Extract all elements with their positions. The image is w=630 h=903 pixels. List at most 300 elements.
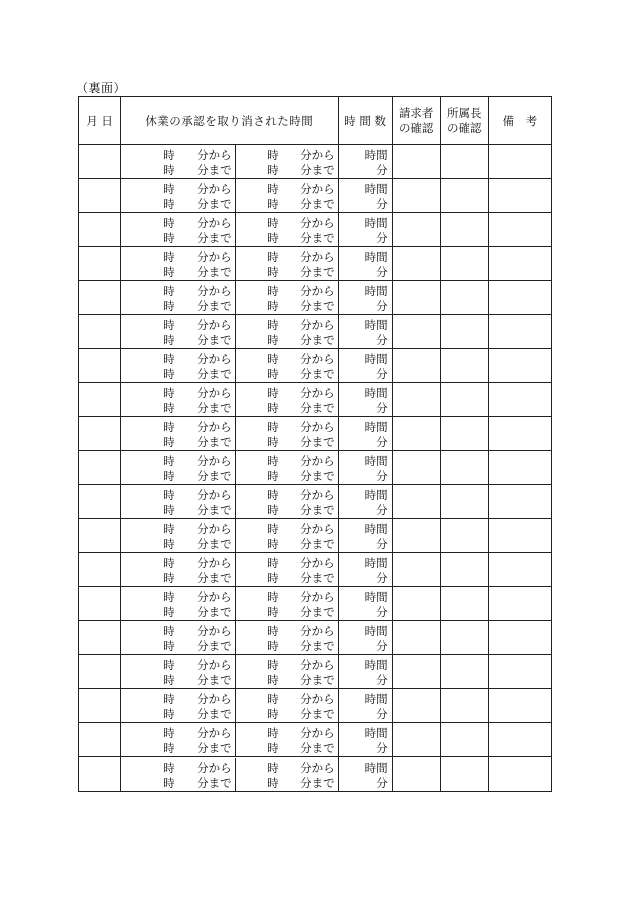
date-cell[interactable] — [79, 247, 121, 281]
hours-unit-label: 時間 — [364, 658, 388, 672]
minutes-unit-label: 分 — [376, 639, 388, 653]
requester-confirm-cell[interactable] — [392, 519, 440, 553]
minutes-unit-label: 分 — [376, 435, 388, 449]
to-minute-until-label: 分まで — [197, 469, 232, 483]
to-minute-until-label-2: 分まで — [300, 265, 335, 279]
from-hour-label: 時 — [163, 386, 175, 400]
chief-confirm-cell[interactable] — [440, 247, 488, 281]
time-span-cell[interactable] — [121, 587, 338, 621]
time-span-divider — [235, 689, 236, 722]
to-hour-label: 時 — [163, 775, 175, 790]
requester-confirm-cell[interactable] — [392, 553, 440, 587]
hours-cell[interactable] — [338, 281, 392, 315]
remarks-cell[interactable] — [488, 247, 551, 281]
hours-cell[interactable] — [338, 315, 392, 349]
to-hour-label: 時 — [163, 571, 175, 585]
date-cell[interactable] — [79, 179, 121, 213]
date-cell[interactable] — [79, 655, 121, 689]
table-row — [79, 383, 552, 417]
hours-unit-label: 時間 — [364, 352, 388, 366]
to-hour-label-2: 時 — [267, 571, 279, 585]
requester-confirm-cell[interactable] — [392, 349, 440, 383]
remarks-cell[interactable] — [488, 587, 551, 621]
hours-unit-label: 時間 — [364, 386, 388, 400]
time-span-cell[interactable] — [121, 519, 338, 553]
table-row — [79, 757, 552, 792]
from-minute-from-label: 分から — [197, 182, 232, 196]
time-span-cell[interactable] — [121, 485, 338, 519]
minutes-unit-label: 分 — [376, 163, 388, 177]
from-hour-label: 時 — [163, 556, 175, 570]
to-minute-until-label: 分まで — [197, 367, 232, 381]
time-span-cell[interactable] — [121, 213, 338, 247]
from-minute-from-label: 分から — [197, 658, 232, 672]
from-minute-from-label: 分から — [197, 352, 232, 366]
table-header-row — [79, 97, 552, 145]
chief-confirm-cell[interactable] — [440, 519, 488, 553]
minutes-unit-label: 分 — [376, 775, 388, 790]
hours-cell[interactable] — [338, 451, 392, 485]
time-span-cell[interactable] — [121, 723, 338, 757]
remarks-cell[interactable] — [488, 179, 551, 213]
to-minute-until-label-2: 分まで — [300, 503, 335, 517]
from-hour-label: 時 — [163, 692, 175, 706]
chief-confirm-cell[interactable] — [440, 757, 488, 792]
requester-confirm-cell[interactable] — [392, 587, 440, 621]
from-hour-label: 時 — [163, 454, 175, 468]
table-row — [79, 485, 552, 519]
from-minute-from-label-2: 分から — [300, 318, 335, 332]
hours-unit-label: 時間 — [364, 182, 388, 196]
date-cell[interactable] — [79, 757, 121, 792]
hours-cell[interactable] — [338, 621, 392, 655]
hours-unit-label: 時間 — [364, 624, 388, 638]
table-row — [79, 519, 552, 553]
time-span-cell[interactable] — [121, 621, 338, 655]
from-hour-label-2: 時 — [267, 284, 279, 298]
requester-confirm-cell[interactable] — [392, 281, 440, 315]
to-minute-until-label: 分まで — [197, 197, 232, 211]
hours-cell[interactable] — [338, 519, 392, 553]
from-minute-from-label-2: 分から — [300, 454, 335, 468]
hours-unit-label: 時間 — [364, 250, 388, 264]
minutes-unit-label: 分 — [376, 503, 388, 517]
hours-cell[interactable] — [338, 145, 392, 179]
remarks-cell[interactable] — [488, 417, 551, 451]
to-minute-until-label-2: 分まで — [300, 401, 335, 415]
to-minute-until-label: 分まで — [197, 401, 232, 415]
time-span-cell[interactable] — [121, 451, 338, 485]
to-hour-label: 時 — [163, 163, 175, 177]
table-row — [79, 723, 552, 757]
hours-cell[interactable] — [338, 383, 392, 417]
to-minute-until-label: 分まで — [197, 707, 232, 721]
from-hour-label-2: 時 — [267, 692, 279, 706]
table-row — [79, 689, 552, 723]
hours-unit-label: 時間 — [364, 726, 388, 740]
date-cell[interactable] — [79, 553, 121, 587]
from-hour-label: 時 — [163, 318, 175, 332]
from-hour-label: 時 — [163, 352, 175, 366]
time-span-cell[interactable] — [121, 553, 338, 587]
hours-cell[interactable] — [338, 417, 392, 451]
from-minute-from-label-2: 分から — [300, 590, 335, 604]
header-date: 月 日 — [79, 97, 121, 145]
requester-confirm-cell[interactable] — [392, 757, 440, 792]
time-span-cell[interactable] — [121, 757, 338, 792]
time-span-cell[interactable] — [121, 689, 338, 723]
chief-confirm-cell[interactable] — [440, 349, 488, 383]
minutes-unit-label: 分 — [376, 401, 388, 415]
to-hour-label-2: 時 — [267, 469, 279, 483]
date-cell[interactable] — [79, 587, 121, 621]
to-hour-label: 時 — [163, 197, 175, 211]
hours-cell[interactable] — [338, 179, 392, 213]
from-minute-from-label: 分から — [197, 386, 232, 400]
table-row — [79, 587, 552, 621]
date-cell[interactable] — [79, 485, 121, 519]
hours-unit-label: 時間 — [364, 760, 388, 775]
to-hour-label: 時 — [163, 503, 175, 517]
page-side-label: （裏面） — [76, 81, 127, 95]
remarks-cell[interactable] — [488, 213, 551, 247]
from-minute-from-label-2: 分から — [300, 182, 335, 196]
date-cell[interactable] — [79, 145, 121, 179]
header-remarks: 備 考 — [488, 97, 551, 145]
from-hour-label-2: 時 — [267, 658, 279, 672]
header-hours: 時 間 数 — [338, 97, 392, 145]
minutes-unit-label: 分 — [376, 605, 388, 619]
date-cell[interactable] — [79, 723, 121, 757]
from-hour-label-2: 時 — [267, 590, 279, 604]
requester-confirm-cell[interactable] — [392, 655, 440, 689]
time-span-divider — [235, 145, 236, 178]
to-hour-label: 時 — [163, 537, 175, 551]
chief-confirm-cell[interactable] — [440, 383, 488, 417]
chief-confirm-cell[interactable] — [440, 655, 488, 689]
from-hour-label-2: 時 — [267, 488, 279, 502]
from-hour-label: 時 — [163, 284, 175, 298]
requester-confirm-cell[interactable] — [392, 315, 440, 349]
to-minute-until-label-2: 分まで — [300, 367, 335, 381]
header-requester-line1: 請求者 — [398, 105, 434, 120]
chief-confirm-cell[interactable] — [440, 281, 488, 315]
table-row — [79, 281, 552, 315]
remarks-cell[interactable] — [488, 621, 551, 655]
chief-confirm-cell[interactable] — [440, 485, 488, 519]
hours-cell[interactable] — [338, 349, 392, 383]
time-span-cell[interactable] — [121, 417, 338, 451]
from-hour-label: 時 — [163, 488, 175, 502]
to-hour-label-2: 時 — [267, 231, 279, 245]
remarks-cell[interactable] — [488, 383, 551, 417]
table-row — [79, 349, 552, 383]
hours-unit-label: 時間 — [364, 454, 388, 468]
time-span-divider — [235, 587, 236, 620]
remarks-cell[interactable] — [488, 349, 551, 383]
hours-unit-label: 時間 — [364, 556, 388, 570]
requester-confirm-cell[interactable] — [392, 417, 440, 451]
hours-cell[interactable] — [338, 689, 392, 723]
chief-confirm-cell[interactable] — [440, 451, 488, 485]
table-body — [79, 145, 552, 792]
from-minute-from-label-2: 分から — [300, 658, 335, 672]
to-minute-until-label: 分まで — [197, 741, 232, 755]
to-hour-label: 時 — [163, 605, 175, 619]
from-hour-label-2: 時 — [267, 522, 279, 536]
from-minute-from-label-2: 分から — [300, 624, 335, 638]
from-hour-label: 時 — [163, 624, 175, 638]
table-row — [79, 621, 552, 655]
from-minute-from-label: 分から — [197, 148, 232, 162]
from-minute-from-label: 分から — [197, 692, 232, 706]
minutes-unit-label: 分 — [376, 265, 388, 279]
to-hour-label: 時 — [163, 673, 175, 687]
to-minute-until-label-2: 分まで — [300, 639, 335, 653]
from-hour-label-2: 時 — [267, 148, 279, 162]
to-hour-label-2: 時 — [267, 503, 279, 517]
from-minute-from-label-2: 分から — [300, 692, 335, 706]
time-span-divider — [235, 723, 236, 756]
hours-unit-label: 時間 — [364, 284, 388, 298]
minutes-unit-label: 分 — [376, 231, 388, 245]
remarks-cell[interactable] — [488, 757, 551, 792]
table-row — [79, 315, 552, 349]
date-cell[interactable] — [79, 519, 121, 553]
time-span-divider — [235, 621, 236, 654]
header-chief-line1: 所属長 — [447, 105, 482, 120]
remarks-cell[interactable] — [488, 281, 551, 315]
header-requester-line2: の確認 — [398, 120, 434, 135]
to-minute-until-label-2: 分まで — [300, 775, 335, 790]
hours-cell[interactable] — [338, 723, 392, 757]
time-span-cell[interactable] — [121, 655, 338, 689]
date-cell[interactable] — [79, 383, 121, 417]
time-span-cell[interactable] — [121, 179, 338, 213]
time-span-divider — [235, 281, 236, 314]
to-minute-until-label-2: 分まで — [300, 571, 335, 585]
minutes-unit-label: 分 — [376, 333, 388, 347]
from-minute-from-label: 分から — [197, 454, 232, 468]
requester-confirm-cell[interactable] — [392, 723, 440, 757]
from-minute-from-label: 分から — [197, 284, 232, 298]
remarks-cell[interactable] — [488, 655, 551, 689]
hours-cell[interactable] — [338, 655, 392, 689]
time-span-cell[interactable] — [121, 145, 338, 179]
date-cell[interactable] — [79, 451, 121, 485]
to-minute-until-label-2: 分まで — [300, 231, 335, 245]
hours-cell[interactable] — [338, 587, 392, 621]
from-minute-from-label-2: 分から — [300, 284, 335, 298]
from-hour-label-2: 時 — [267, 420, 279, 434]
to-hour-label-2: 時 — [267, 605, 279, 619]
table-row — [79, 247, 552, 281]
date-cell[interactable] — [79, 349, 121, 383]
from-hour-label: 時 — [163, 250, 175, 264]
from-minute-from-label: 分から — [197, 726, 232, 740]
hours-cell[interactable] — [338, 485, 392, 519]
to-hour-label-2: 時 — [267, 401, 279, 415]
chief-confirm-cell[interactable] — [440, 587, 488, 621]
header-cancelled-time: 休業の承認を取り消された時間 — [121, 97, 338, 145]
chief-confirm-cell[interactable] — [440, 145, 488, 179]
chief-confirm-cell[interactable] — [440, 553, 488, 587]
from-hour-label-2: 時 — [267, 318, 279, 332]
from-hour-label-2: 時 — [267, 352, 279, 366]
to-minute-until-label-2: 分まで — [300, 469, 335, 483]
from-minute-from-label: 分から — [197, 488, 232, 502]
time-span-divider — [235, 383, 236, 416]
to-minute-until-label-2: 分まで — [300, 333, 335, 347]
to-minute-until-label-2: 分まで — [300, 299, 335, 313]
date-cell[interactable] — [79, 417, 121, 451]
remarks-cell[interactable] — [488, 485, 551, 519]
to-hour-label-2: 時 — [267, 333, 279, 347]
to-minute-until-label: 分まで — [197, 299, 232, 313]
time-span-divider — [235, 485, 236, 518]
time-span-cell[interactable] — [121, 349, 338, 383]
remarks-cell[interactable] — [488, 723, 551, 757]
hours-cell[interactable] — [338, 213, 392, 247]
to-hour-label: 時 — [163, 707, 175, 721]
requester-confirm-cell[interactable] — [392, 247, 440, 281]
from-minute-from-label-2: 分から — [300, 760, 335, 775]
date-cell[interactable] — [79, 315, 121, 349]
requester-confirm-cell[interactable] — [392, 213, 440, 247]
to-minute-until-label: 分まで — [197, 333, 232, 347]
from-minute-from-label-2: 分から — [300, 352, 335, 366]
table-row — [79, 417, 552, 451]
requester-confirm-cell[interactable] — [392, 451, 440, 485]
time-span-cell[interactable] — [121, 315, 338, 349]
from-hour-label-2: 時 — [267, 182, 279, 196]
remarks-cell[interactable] — [488, 315, 551, 349]
to-hour-label-2: 時 — [267, 741, 279, 755]
from-minute-from-label: 分から — [197, 556, 232, 570]
to-hour-label: 時 — [163, 469, 175, 483]
from-minute-from-label-2: 分から — [300, 148, 335, 162]
minutes-unit-label: 分 — [376, 197, 388, 211]
hours-unit-label: 時間 — [364, 318, 388, 332]
remarks-cell[interactable] — [488, 451, 551, 485]
minutes-unit-label: 分 — [376, 299, 388, 313]
from-hour-label: 時 — [163, 760, 175, 775]
from-hour-label-2: 時 — [267, 760, 279, 775]
to-hour-label-2: 時 — [267, 197, 279, 211]
chief-confirm-cell[interactable] — [440, 689, 488, 723]
minutes-unit-label: 分 — [376, 469, 388, 483]
remarks-cell[interactable] — [488, 519, 551, 553]
chief-confirm-cell[interactable] — [440, 621, 488, 655]
from-minute-from-label: 分から — [197, 250, 232, 264]
minutes-unit-label: 分 — [376, 367, 388, 381]
date-cell[interactable] — [79, 281, 121, 315]
time-span-cell[interactable] — [121, 383, 338, 417]
to-hour-label-2: 時 — [267, 707, 279, 721]
to-hour-label-2: 時 — [267, 435, 279, 449]
to-hour-label-2: 時 — [267, 775, 279, 790]
to-hour-label-2: 時 — [267, 163, 279, 177]
from-hour-label: 時 — [163, 420, 175, 434]
requester-confirm-cell[interactable] — [392, 179, 440, 213]
from-hour-label-2: 時 — [267, 250, 279, 264]
date-cell[interactable] — [79, 213, 121, 247]
hours-cell[interactable] — [338, 553, 392, 587]
to-minute-until-label: 分まで — [197, 231, 232, 245]
chief-confirm-cell[interactable] — [440, 179, 488, 213]
from-minute-from-label-2: 分から — [300, 250, 335, 264]
from-hour-label-2: 時 — [267, 216, 279, 230]
from-hour-label: 時 — [163, 726, 175, 740]
time-span-cell[interactable] — [121, 281, 338, 315]
chief-confirm-cell[interactable] — [440, 315, 488, 349]
date-cell[interactable] — [79, 621, 121, 655]
from-minute-from-label-2: 分から — [300, 556, 335, 570]
remarks-cell[interactable] — [488, 145, 551, 179]
time-span-cell[interactable] — [121, 247, 338, 281]
chief-confirm-cell[interactable] — [440, 723, 488, 757]
from-hour-label-2: 時 — [267, 556, 279, 570]
to-minute-until-label: 分まで — [197, 537, 232, 551]
to-minute-until-label-2: 分まで — [300, 537, 335, 551]
to-hour-label: 時 — [163, 741, 175, 755]
to-hour-label-2: 時 — [267, 673, 279, 687]
time-span-divider — [235, 247, 236, 280]
hours-unit-label: 時間 — [364, 488, 388, 502]
to-hour-label: 時 — [163, 367, 175, 381]
to-hour-label: 時 — [163, 639, 175, 653]
to-hour-label: 時 — [163, 333, 175, 347]
from-hour-label: 時 — [163, 148, 175, 162]
hours-cell[interactable] — [338, 757, 392, 792]
hours-cell[interactable] — [338, 247, 392, 281]
to-minute-until-label-2: 分まで — [300, 741, 335, 755]
remarks-cell[interactable] — [488, 689, 551, 723]
header-chief-line2: の確認 — [447, 120, 482, 135]
requester-confirm-cell[interactable] — [392, 689, 440, 723]
to-hour-label: 時 — [163, 435, 175, 449]
to-minute-until-label: 分まで — [197, 571, 232, 585]
from-hour-label: 時 — [163, 216, 175, 230]
chief-confirm-cell[interactable] — [440, 213, 488, 247]
from-minute-from-label: 分から — [197, 760, 232, 775]
requester-confirm-cell[interactable] — [392, 485, 440, 519]
requester-confirm-cell[interactable] — [392, 621, 440, 655]
from-hour-label: 時 — [163, 522, 175, 536]
from-minute-from-label-2: 分から — [300, 488, 335, 502]
date-cell[interactable] — [79, 689, 121, 723]
from-minute-from-label: 分から — [197, 522, 232, 536]
chief-confirm-cell[interactable] — [440, 417, 488, 451]
to-minute-until-label-2: 分まで — [300, 707, 335, 721]
to-hour-label: 時 — [163, 231, 175, 245]
remarks-cell[interactable] — [488, 553, 551, 587]
time-span-divider — [235, 451, 236, 484]
minutes-unit-label: 分 — [376, 537, 388, 551]
to-hour-label-2: 時 — [267, 639, 279, 653]
requester-confirm-cell[interactable] — [392, 383, 440, 417]
from-minute-from-label: 分から — [197, 590, 232, 604]
table-row — [79, 553, 552, 587]
requester-confirm-cell[interactable] — [392, 145, 440, 179]
to-minute-until-label: 分まで — [197, 265, 232, 279]
minutes-unit-label: 分 — [376, 673, 388, 687]
minutes-unit-label: 分 — [376, 571, 388, 585]
from-minute-from-label: 分から — [197, 624, 232, 638]
from-hour-label: 時 — [163, 590, 175, 604]
from-minute-from-label-2: 分から — [300, 726, 335, 740]
hours-unit-label: 時間 — [364, 420, 388, 434]
